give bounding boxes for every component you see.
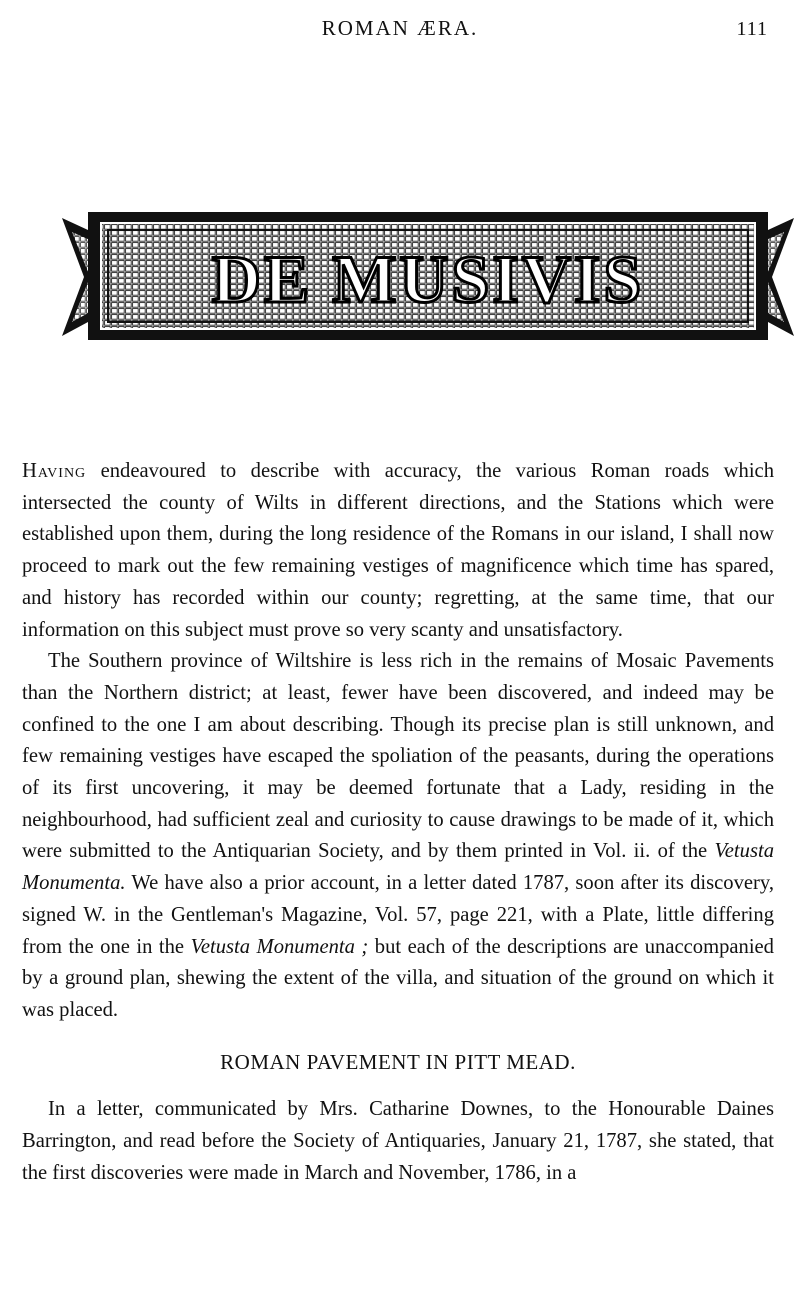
paragraph-2-italic-2: Vetusta Monumenta ;: [190, 935, 369, 958]
paragraph-1-text: endeavoured to describe with accuracy, the various Roman roads which intersected the county of Wilts in different directions, and the Stations which were established upon them, during the long residence of the Romans in our island, I shall now proceed to mark out the few remaining vestiges of magnificence which time has spared, and history has recorded within our county; regretting, at the same time, that our information on this subject must prove so very scanty and unsatisfactory.: [22, 460, 774, 641]
running-head: [0, 16, 800, 46]
paragraph-3: In a letter, communicated by Mrs. Catharine Downes, to the Honourable Daines Barrington, and read before the Society of Antiquaries, January 21, 1787, she stated, that the first discoveries were made in March and November, 1786, in a: [22, 1098, 774, 1184]
paragraph-2-italic-1: Vetusta Monumenta.: [22, 840, 774, 895]
paragraph-2-part3: but each of the descriptions are unaccompanied by a ground plan, shewing the extent of the villa, and situation of the ground on which it was placed.: [22, 935, 774, 1021]
paragraph-2: [22, 646, 774, 1026]
running-title: ROMAN ÆRA.: [321, 16, 479, 40]
title-banner: [62, 212, 794, 342]
mosaic-banner-graphic: [62, 212, 794, 342]
banner-title: DE MUSIVIS: [211, 241, 645, 317]
section-heading: ROMAN PAVEMENT IN PITT MEAD.: [220, 1049, 576, 1074]
paragraph-2-part2: We have also a prior account, in a letter dated 1787, soon after its discovery, signed W. in the Gentleman's Magazine, Vol. 57, page 221, with a Plate, little differing from the one in the: [22, 872, 774, 958]
paragraph-1: [22, 456, 774, 646]
body-text: [22, 456, 774, 1189]
paragraph-2-part1: The Southern province of Wiltshire is less rich in the remains of Mosaic Pavements than the Northern district; at least, fewer have been discovered, and indeed may be confined to the one I am about describing. Though its precise plan is still unknown, and few remaining vestiges have escaped the spoliation of the peasants, during the operations of its first uncovering, it may be deemed fortunate that a Lady, residing in the neighbourhood, had sufficient zeal and curiosity to cause drawings to be made of it, which were submitted to the Antiquarian Society, and by them printed in Vol. ii. of the: [22, 650, 774, 863]
lead-word: Having: [22, 460, 87, 482]
page-number: 111: [736, 18, 768, 40]
